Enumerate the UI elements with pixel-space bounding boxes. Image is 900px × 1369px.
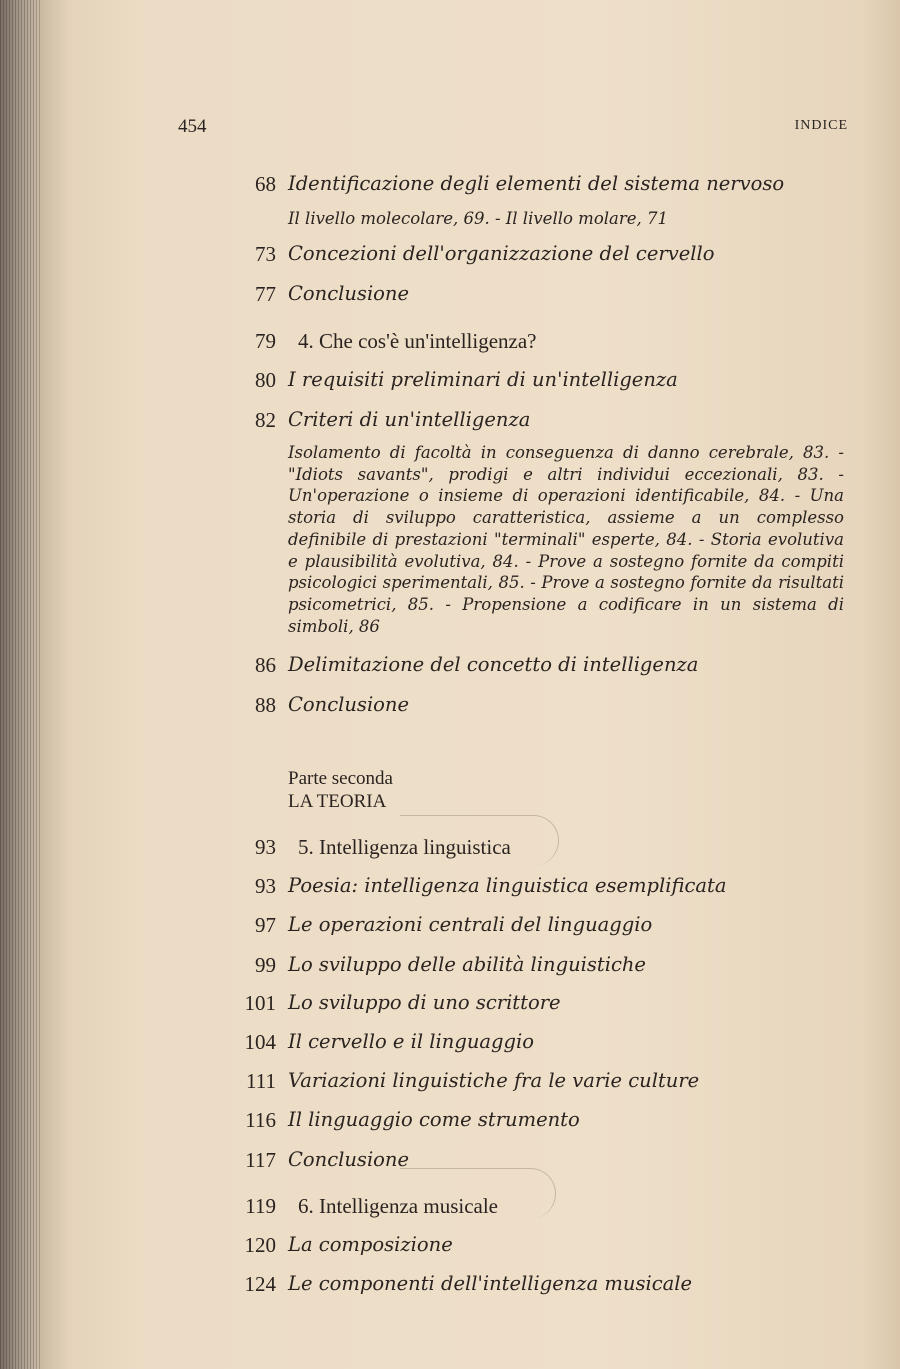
entry-title: Poesia: intelligenza linguistica esemplificata xyxy=(288,874,727,897)
chapter-title: 4. Che cos'è un'intelligenza? xyxy=(298,329,537,353)
page-gutter xyxy=(0,0,40,1369)
entry-page: 120 xyxy=(244,1233,276,1257)
entry-page: 104 xyxy=(244,1030,276,1054)
entry-title: Lo sviluppo delle abilità linguistiche xyxy=(288,953,646,976)
entry-page: 80 xyxy=(255,368,276,392)
entry-title: Il cervello e il linguaggio xyxy=(288,1030,534,1053)
entry-title: Conclusione xyxy=(288,282,410,305)
entry-page: 117 xyxy=(245,1148,276,1172)
entry-title: Concezioni dell'organizzazione del cervello xyxy=(288,242,715,265)
entry-page: 101 xyxy=(244,991,276,1015)
entry-page: 68 xyxy=(255,172,276,196)
entry-title: La composizione xyxy=(288,1233,453,1256)
entry-page: 116 xyxy=(245,1108,276,1132)
part-title: LA TEORIA xyxy=(288,791,387,812)
entry-title: Il linguaggio come strumento xyxy=(288,1108,580,1131)
entry-title: Identificazione degli elementi del sistema nervoso xyxy=(288,172,785,195)
entry-page: 82 xyxy=(255,408,276,432)
entry-title: Conclusione xyxy=(288,693,410,716)
part-label: Parte seconda xyxy=(288,768,393,789)
entry-title: I requisiti preliminari di un'intelligenza xyxy=(288,368,678,391)
entry-subtopics: Il livello molecolare, 69. - Il livello molare, 71 xyxy=(288,209,669,228)
chapter-title: 5. Intelligenza linguistica xyxy=(298,835,511,859)
entry-title: Variazioni linguistiche fra le varie culture xyxy=(288,1069,700,1092)
entry-subtopics: Isolamento di facoltà in conseguenza di danno cerebrale, 83. - "Idiots savants", prodigi e altri individui eccezionali, 83. - Un'operazione o insieme di operazioni identificabile, 84. - Una storia di sviluppo caratteristica, assieme a un complesso definibile di prestazioni "terminali" esperte, 84. - Storia evolutiva e plausibilità evolutiva, 84. - Prove a sostegno fornite da compiti psicologici sperimentali, 85. - Prove a sostegno fornite da risultati psicometrici, 85. - Propensione a codificare in un sistema di simboli, 86 xyxy=(288,443,844,636)
entry-page: 73 xyxy=(255,242,276,266)
entry-title: Lo sviluppo di uno scrittore xyxy=(288,991,561,1014)
entry-title: Conclusione xyxy=(288,1148,410,1171)
entry-page: 111 xyxy=(246,1069,276,1093)
entry-page: 79 xyxy=(255,329,276,353)
entry-title: Le operazioni centrali del linguaggio xyxy=(288,913,653,936)
entry-page: 93 xyxy=(255,835,276,859)
entry-page: 93 xyxy=(255,874,276,898)
entry-page: 88 xyxy=(255,693,276,717)
entry-page: 99 xyxy=(255,953,276,977)
entry-page: 124 xyxy=(244,1272,276,1296)
entry-page: 97 xyxy=(255,913,276,937)
entry-title: Delimitazione del concetto di intelligenza xyxy=(288,653,699,676)
entry-page: 77 xyxy=(255,282,276,306)
entry-title: Criteri di un'intelligenza xyxy=(288,408,531,431)
running-header: INDICE xyxy=(794,118,848,133)
chapter-title: 6. Intelligenza musicale xyxy=(298,1194,499,1218)
entry-page: 119 xyxy=(245,1194,276,1218)
page-number: 454 xyxy=(178,116,207,137)
entry-page: 86 xyxy=(255,653,276,677)
entry-title: Le componenti dell'intelligenza musicale xyxy=(288,1272,693,1295)
